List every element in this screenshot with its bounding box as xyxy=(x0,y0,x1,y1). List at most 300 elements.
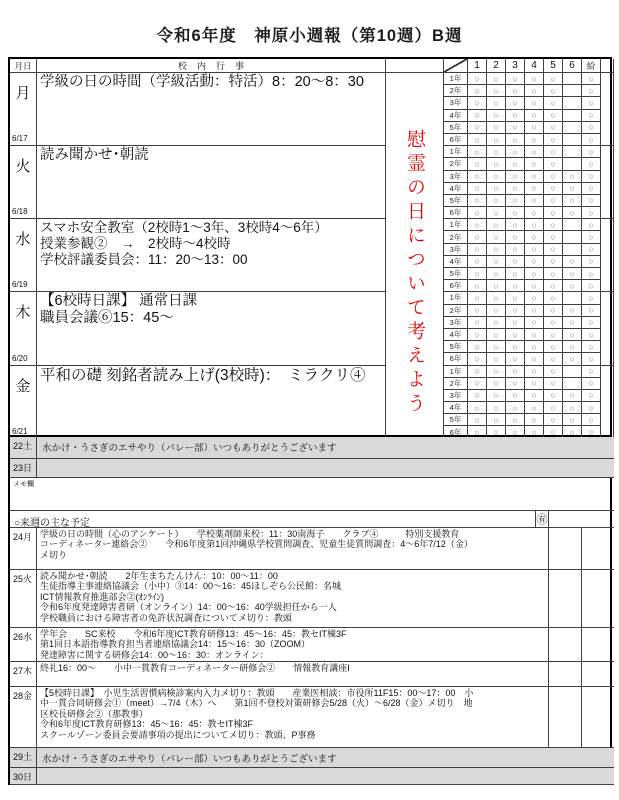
attendance-circle: ○ xyxy=(506,97,525,109)
schedule-extra-cell xyxy=(549,628,582,662)
attendance-circle: ○ xyxy=(487,207,506,219)
attendance-circle: ○ xyxy=(506,341,525,353)
attendance-circle: ○ xyxy=(582,219,601,231)
day-char: 木 xyxy=(15,304,31,322)
attendance-circle: ○ xyxy=(525,366,544,378)
trailing-cell-thu xyxy=(601,292,614,365)
attendance-circle: ○ xyxy=(525,341,544,353)
attendance-empty-cell xyxy=(563,73,582,85)
row-label-23sun: 23日 xyxy=(10,459,37,478)
grade-label: 1年 xyxy=(444,73,468,85)
attendance-circle: ○ xyxy=(506,146,525,158)
attendance-circle: ○ xyxy=(506,73,525,85)
grade-label: 6年 xyxy=(444,134,468,146)
attendance-circle: ○ xyxy=(525,280,544,292)
attendance-empty-cell xyxy=(563,366,582,378)
row-label-22sat: 22土 xyxy=(10,437,37,459)
schedule-extra-cell xyxy=(549,528,582,570)
attendance-circle: ○ xyxy=(506,158,525,170)
schedule-row-content xyxy=(37,570,549,628)
attendance-circle: ○ xyxy=(487,426,506,438)
attendance-circle: ○ xyxy=(468,219,487,231)
next-week-header-right-cell xyxy=(549,511,614,528)
attendance-circle: ○ xyxy=(506,292,525,304)
attendance-circle: ○ xyxy=(487,73,506,85)
attendance-circle: ○ xyxy=(544,158,563,170)
attendance-circle: ○ xyxy=(582,366,601,378)
attendance-circle: ○ xyxy=(563,171,582,183)
attendance-circle: ○ xyxy=(582,146,601,158)
attendance-circle: ○ xyxy=(582,317,601,329)
schedule-extra-cell xyxy=(582,687,614,748)
trailing-cell-fri xyxy=(601,366,614,439)
attendance-circle: ○ xyxy=(563,353,582,365)
attendance-circle: ○ xyxy=(544,195,563,207)
grade-label: 4年 xyxy=(444,256,468,268)
memo-box: メモ欄 xyxy=(10,478,614,511)
schedule-line: 区校長研修会②（那教事） xyxy=(40,708,149,719)
schedule-row-content xyxy=(37,528,549,570)
attendance-circle: ○ xyxy=(525,183,544,195)
attendance-circle: ○ xyxy=(544,231,563,243)
attendance-circle: ○ xyxy=(506,134,525,146)
attendance-circle: ○ xyxy=(525,73,544,85)
lower-section xyxy=(8,437,612,785)
attendance-circle: ○ xyxy=(544,426,563,438)
attendance-circle: ○ xyxy=(487,158,506,170)
attendance-empty-cell xyxy=(563,158,582,170)
trailing-cell-tue xyxy=(601,146,614,219)
memorial-day-message-text: 慰霊の日について考えよう xyxy=(404,129,425,417)
attendance-circle: ○ xyxy=(468,305,487,317)
schedule-row-content xyxy=(37,628,549,662)
attendance-circle: ○ xyxy=(468,231,487,243)
attendance-circle: ○ xyxy=(468,317,487,329)
attendance-empty-cell xyxy=(563,85,582,97)
grade-label: 3年 xyxy=(444,97,468,109)
grade-label: 2年 xyxy=(444,158,468,170)
attendance-circle: ○ xyxy=(544,268,563,280)
attendance-circle: ○ xyxy=(487,134,506,146)
row-text-22sat: 水かけ・うさぎのエサやり（バレー部）いつもありがとうございます xyxy=(37,437,614,459)
attendance-circle: ○ xyxy=(544,146,563,158)
schedule-row-content xyxy=(37,687,549,748)
grade-label: 5年 xyxy=(444,122,468,134)
attendance-circle: ○ xyxy=(487,317,506,329)
weekly-table xyxy=(8,57,612,437)
attendance-circle: ○ xyxy=(487,219,506,231)
attendance-empty-cell xyxy=(563,122,582,134)
day-label-mon xyxy=(10,73,37,146)
attendance-circle: ○ xyxy=(582,110,601,122)
attendance-circle: ○ xyxy=(582,353,601,365)
attendance-circle: ○ xyxy=(525,426,544,438)
attendance-circle: ○ xyxy=(468,158,487,170)
attendance-circle: ○ xyxy=(487,366,506,378)
schedule-extra-cell xyxy=(549,570,582,628)
attendance-circle: ○ xyxy=(468,256,487,268)
grade-label: 6年 xyxy=(444,280,468,292)
attendance-circle: ○ xyxy=(582,305,601,317)
attendance-circle: ○ xyxy=(525,244,544,256)
grade-label: 4年 xyxy=(444,110,468,122)
memorial-day-message xyxy=(386,73,444,439)
grade-label: 1年 xyxy=(444,219,468,231)
grade-label: 5年 xyxy=(444,414,468,426)
attendance-circle: ○ xyxy=(525,353,544,365)
grade-label: 5年 xyxy=(444,268,468,280)
attendance-circle: ○ xyxy=(487,146,506,158)
attendance-circle: ○ xyxy=(487,97,506,109)
day-date: 6/19 xyxy=(12,280,28,290)
attendance-circle: ○ xyxy=(582,158,601,170)
trailing-cell-mon xyxy=(601,73,614,146)
attendance-circle: ○ xyxy=(582,378,601,390)
attendance-circle: ○ xyxy=(563,341,582,353)
grade-label: 1年 xyxy=(444,146,468,158)
attendance-circle: ○ xyxy=(525,146,544,158)
attendance-circle: ○ xyxy=(544,110,563,122)
attendance-circle: ○ xyxy=(544,85,563,97)
attendance-circle: ○ xyxy=(487,171,506,183)
attendance-circle: ○ xyxy=(506,85,525,97)
attendance-circle: ○ xyxy=(468,171,487,183)
period-header-lunch: 給 xyxy=(582,59,601,73)
event-line: 職員会議⑥15：45～ xyxy=(40,310,174,327)
schedule-row-label: 27木 xyxy=(10,662,37,687)
grade-label: 4年 xyxy=(444,183,468,195)
attendance-circle: ○ xyxy=(563,268,582,280)
schedule-row-label: 25火 xyxy=(10,570,37,628)
attendance-circle: ○ xyxy=(525,378,544,390)
attendance-circle: ○ xyxy=(506,426,525,438)
schedule-extra-cell xyxy=(582,662,614,687)
schedule-extra-cell xyxy=(549,662,582,687)
attendance-circle: ○ xyxy=(544,378,563,390)
attendance-circle: ○ xyxy=(544,256,563,268)
attendance-circle: ○ xyxy=(506,390,525,402)
schedule-extra-cell xyxy=(549,687,582,748)
attendance-circle: ○ xyxy=(582,183,601,195)
event-line: 読み聞かせ･朝読 xyxy=(40,147,149,164)
attendance-circle: ○ xyxy=(487,329,506,341)
attendance-circle: ○ xyxy=(582,73,601,85)
events-wed xyxy=(37,219,386,292)
attendance-circle: ○ xyxy=(506,195,525,207)
attendance-circle: ○ xyxy=(544,122,563,134)
attendance-circle: ○ xyxy=(506,317,525,329)
period-header-3: 3 xyxy=(506,59,525,73)
attendance-circle: ○ xyxy=(544,305,563,317)
schedule-line: 学校職員における障害者の免許状況調査についてメ切り：教頭 xyxy=(40,612,292,623)
attendance-circle: ○ xyxy=(487,122,506,134)
grade-label: 5年 xyxy=(444,195,468,207)
attendance-circle: ○ xyxy=(525,268,544,280)
header-events-col: 校内行事 xyxy=(37,59,386,73)
attendance-empty-cell xyxy=(563,244,582,256)
row-text-23sun xyxy=(37,459,614,478)
grade-label: 3年 xyxy=(444,171,468,183)
attendance-circle: ○ xyxy=(468,414,487,426)
attendance-circle: ○ xyxy=(544,292,563,304)
attendance-circle: ○ xyxy=(544,183,563,195)
grade-label: 1年 xyxy=(444,292,468,304)
attendance-circle: ○ xyxy=(582,134,601,146)
attendance-empty-cell xyxy=(563,378,582,390)
event-line: 授業参観② → 2校時～4校時 xyxy=(40,236,231,252)
attendance-circle: ○ xyxy=(487,231,506,243)
attendance-circle: ○ xyxy=(525,134,544,146)
attendance-circle: ○ xyxy=(563,183,582,195)
attendance-circle: ○ xyxy=(525,231,544,243)
attendance-circle: ○ xyxy=(487,280,506,292)
attendance-circle: ○ xyxy=(544,414,563,426)
attendance-circle: ○ xyxy=(525,207,544,219)
attendance-circle: ○ xyxy=(544,329,563,341)
attendance-circle: ○ xyxy=(525,85,544,97)
attendance-circle: ○ xyxy=(487,390,506,402)
attendance-circle: ○ xyxy=(487,378,506,390)
header-diagonal-cell xyxy=(444,59,468,73)
grade-label: 5年 xyxy=(444,341,468,353)
next-week-mark: ㊒ xyxy=(536,511,549,528)
attendance-circle: ○ xyxy=(468,292,487,304)
attendance-circle: ○ xyxy=(544,134,563,146)
attendance-circle: ○ xyxy=(468,426,487,438)
attendance-circle: ○ xyxy=(487,341,506,353)
attendance-circle: ○ xyxy=(525,195,544,207)
attendance-circle: ○ xyxy=(525,158,544,170)
attendance-circle: ○ xyxy=(468,378,487,390)
attendance-circle: ○ xyxy=(544,390,563,402)
attendance-circle: ○ xyxy=(468,195,487,207)
attendance-circle: ○ xyxy=(506,366,525,378)
attendance-circle: ○ xyxy=(506,280,525,292)
attendance-circle: ○ xyxy=(468,366,487,378)
attendance-circle: ○ xyxy=(544,353,563,365)
attendance-circle: ○ xyxy=(525,305,544,317)
grade-label: 2年 xyxy=(444,231,468,243)
schedule-extra-cell xyxy=(582,628,614,662)
day-char: 火 xyxy=(15,158,31,176)
grade-label: 3年 xyxy=(444,390,468,402)
schedule-line: 令和6年度ICT教育研修13：45～16：45：教セIT棟3F xyxy=(40,719,254,730)
attendance-circle: ○ xyxy=(582,292,601,304)
attendance-circle: ○ xyxy=(487,353,506,365)
attendance-circle: ○ xyxy=(506,183,525,195)
grade-label: 3年 xyxy=(444,317,468,329)
events-mon xyxy=(37,73,386,146)
attendance-circle: ○ xyxy=(563,305,582,317)
attendance-circle: ○ xyxy=(468,353,487,365)
row-label-30sun: 30日 xyxy=(10,768,37,785)
day-label-tue xyxy=(10,146,37,219)
day-char: 月 xyxy=(15,85,31,102)
attendance-circle: ○ xyxy=(506,378,525,390)
schedule-line: 学級の日の時間（心のアンケート） 学校薬剤師来校：11：30南海子 クラブ④ 特別支援教育 xyxy=(40,529,460,539)
day-date: 6/21 xyxy=(12,426,28,436)
attendance-empty-cell xyxy=(563,292,582,304)
schedule-row-label: 26水 xyxy=(10,628,37,662)
grade-label: 4年 xyxy=(444,402,468,414)
period-header-2: 2 xyxy=(487,59,506,73)
attendance-circle: ○ xyxy=(544,317,563,329)
header-message-col xyxy=(386,59,444,73)
schedule-line: 中一貫合同研修会①（meet）→7/4（木）へ 第1回不登校対策研修会5/28（火）～6/28（金）メ切り 地 xyxy=(40,698,473,709)
row-label-29sat: 29土 xyxy=(10,748,37,768)
grade-label: 3年 xyxy=(444,244,468,256)
attendance-circle: ○ xyxy=(582,97,601,109)
attendance-circle: ○ xyxy=(468,280,487,292)
schedule-line: 学年会 SC来校 令和6年度ICT教育研修13：45～16：45：教セIT棟3F xyxy=(40,629,347,639)
schedule-line: 読み聞かせ･朝読 2年生まちたんけん：10：00～11：00 xyxy=(40,571,278,581)
attendance-circle: ○ xyxy=(525,292,544,304)
attendance-circle: ○ xyxy=(582,268,601,280)
attendance-circle: ○ xyxy=(582,171,601,183)
attendance-circle: ○ xyxy=(468,97,487,109)
attendance-circle: ○ xyxy=(525,390,544,402)
attendance-circle: ○ xyxy=(525,171,544,183)
events-thu xyxy=(37,292,386,365)
attendance-circle: ○ xyxy=(506,207,525,219)
attendance-circle: ○ xyxy=(582,244,601,256)
grade-label: 1年 xyxy=(444,366,468,378)
attendance-circle: ○ xyxy=(544,207,563,219)
attendance-circle: ○ xyxy=(506,244,525,256)
attendance-circle: ○ xyxy=(544,171,563,183)
attendance-circle: ○ xyxy=(468,146,487,158)
day-char: 金 xyxy=(15,377,31,395)
attendance-circle: ○ xyxy=(563,207,582,219)
attendance-circle: ○ xyxy=(525,414,544,426)
attendance-circle: ○ xyxy=(487,244,506,256)
attendance-circle: ○ xyxy=(563,402,582,414)
attendance-circle: ○ xyxy=(506,305,525,317)
attendance-empty-cell xyxy=(563,97,582,109)
attendance-circle: ○ xyxy=(506,329,525,341)
schedule-line: メ切り xyxy=(40,549,68,560)
day-label-fri xyxy=(10,366,37,439)
schedule-extra-cell xyxy=(582,570,614,628)
attendance-circle: ○ xyxy=(468,390,487,402)
attendance-circle: ○ xyxy=(582,426,601,438)
attendance-circle: ○ xyxy=(468,244,487,256)
day-label-wed xyxy=(10,219,37,292)
schedule-line: 令和6年度発達障害者研（オンライン）14：00～16：40学級担任から一人 xyxy=(40,602,337,613)
day-date: 6/18 xyxy=(12,207,28,217)
attendance-circle: ○ xyxy=(506,402,525,414)
attendance-circle: ○ xyxy=(468,341,487,353)
attendance-circle: ○ xyxy=(468,85,487,97)
schedule-extra-cell xyxy=(582,528,614,570)
events-fri xyxy=(37,366,386,439)
attendance-circle: ○ xyxy=(506,256,525,268)
attendance-circle: ○ xyxy=(563,256,582,268)
header-date-col: 月日 xyxy=(10,59,37,73)
schedule-line: ICT情報教育推進部会②(ｵﾝﾗｲﾝ) xyxy=(40,591,164,602)
row-text-29sat: 水かけ・うさぎのエサやり（バレー部）いつもありがとうございます xyxy=(37,748,614,768)
attendance-empty-cell xyxy=(563,146,582,158)
period-header-6: 6 xyxy=(563,59,582,73)
row-text-30sun xyxy=(37,768,614,785)
attendance-empty-cell xyxy=(563,219,582,231)
event-line: 平和の礎 刻銘者読み上げ(3校時)： ミラクリ④ xyxy=(40,366,366,384)
attendance-circle: ○ xyxy=(582,329,601,341)
attendance-empty-cell xyxy=(563,110,582,122)
attendance-circle: ○ xyxy=(563,195,582,207)
attendance-circle: ○ xyxy=(582,231,601,243)
attendance-circle: ○ xyxy=(487,256,506,268)
day-label-thu xyxy=(10,292,37,365)
grade-label: 6年 xyxy=(444,426,468,438)
attendance-circle: ○ xyxy=(544,402,563,414)
schedule-line: 発達障害に関する研修会14：00～16：30：オンライン： xyxy=(40,649,269,660)
period-header-4: 4 xyxy=(525,59,544,73)
attendance-circle: ○ xyxy=(487,183,506,195)
attendance-circle: ○ xyxy=(563,329,582,341)
event-line: 【6校時日課】 通常日課 xyxy=(40,293,198,310)
attendance-circle: ○ xyxy=(468,183,487,195)
event-line: 学級の日の時間（学級活動：特活）8：20～8：30 xyxy=(40,74,364,90)
attendance-circle: ○ xyxy=(544,341,563,353)
attendance-circle: ○ xyxy=(582,280,601,292)
attendance-circle: ○ xyxy=(468,207,487,219)
next-week-title: ○来週の主な予定 xyxy=(10,511,536,528)
attendance-circle: ○ xyxy=(487,85,506,97)
schedule-line: 終礼16：00～ 小中一貫教育コーディネーター研修会② 情報教育講座Ⅰ xyxy=(40,663,350,673)
attendance-circle: ○ xyxy=(525,122,544,134)
period-header-1: 1 xyxy=(468,59,487,73)
attendance-circle: ○ xyxy=(582,195,601,207)
attendance-circle: ○ xyxy=(525,329,544,341)
attendance-circle: ○ xyxy=(525,219,544,231)
attendance-circle: ○ xyxy=(544,244,563,256)
attendance-circle: ○ xyxy=(487,195,506,207)
attendance-circle: ○ xyxy=(506,122,525,134)
attendance-circle: ○ xyxy=(506,231,525,243)
attendance-circle: ○ xyxy=(506,110,525,122)
attendance-circle: ○ xyxy=(506,268,525,280)
day-char: 水 xyxy=(15,231,31,249)
attendance-circle: ○ xyxy=(525,402,544,414)
attendance-circle: ○ xyxy=(544,219,563,231)
schedule-row-label: 24月 xyxy=(10,528,37,570)
event-line: 学校評議委員会：11：20～13：00 xyxy=(40,252,248,268)
day-date: 6/17 xyxy=(12,134,28,144)
attendance-circle: ○ xyxy=(563,280,582,292)
attendance-circle: ○ xyxy=(506,353,525,365)
attendance-circle: ○ xyxy=(563,426,582,438)
attendance-empty-cell xyxy=(563,231,582,243)
grade-label: 2年 xyxy=(444,378,468,390)
attendance-circle: ○ xyxy=(582,122,601,134)
attendance-circle: ○ xyxy=(525,110,544,122)
attendance-circle: ○ xyxy=(563,414,582,426)
attendance-circle: ○ xyxy=(544,366,563,378)
attendance-circle: ○ xyxy=(582,85,601,97)
attendance-circle: ○ xyxy=(544,97,563,109)
attendance-circle: ○ xyxy=(582,341,601,353)
attendance-circle: ○ xyxy=(468,122,487,134)
schedule-line: コーディネーター連絡会② 令和6年度第1回沖縄県学校質問調査、児童生徒質問調査：4～6年7/12（金） xyxy=(40,539,473,550)
attendance-circle: ○ xyxy=(582,414,601,426)
schedule-row-label: 28金 xyxy=(10,687,37,748)
attendance-circle: ○ xyxy=(506,414,525,426)
header-trailing-cell xyxy=(601,59,614,73)
period-header-5: 5 xyxy=(544,59,563,73)
attendance-circle: ○ xyxy=(506,219,525,231)
grade-label: 6年 xyxy=(444,207,468,219)
